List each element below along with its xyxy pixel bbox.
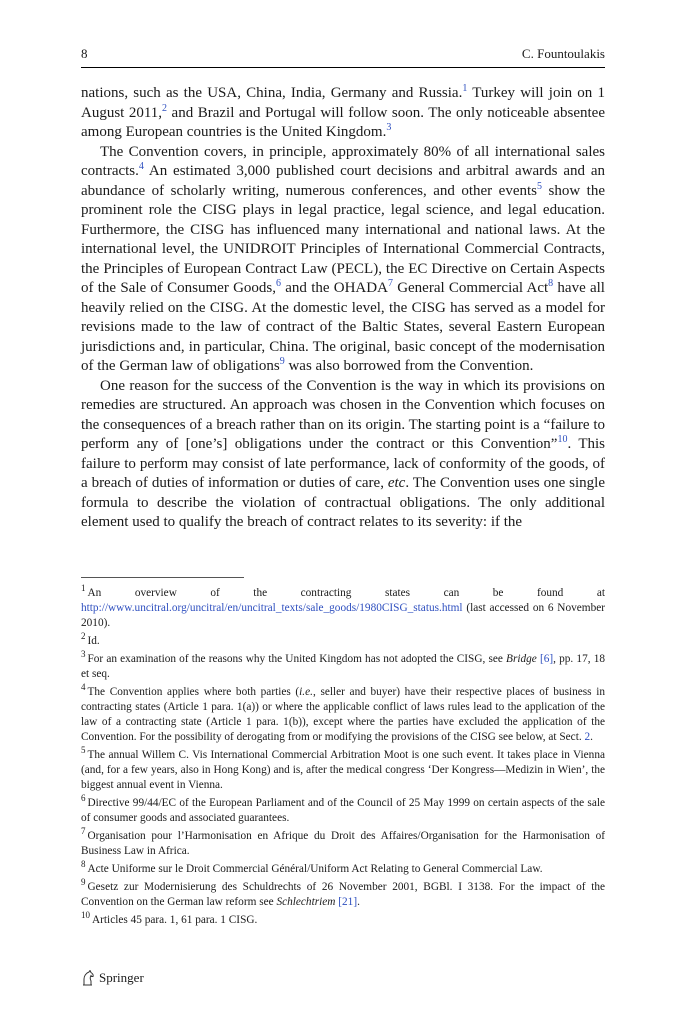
footnote-7: $^7$ Organisation pour l’Harmonisation en Afrique du Droit des Affaires/Organisation for the Harmonisation of Business Law in Africa. bbox=[81, 826, 605, 857]
footnote-ref-8[interactable]: 8 bbox=[548, 278, 554, 289]
running-head-author: C. Fountoulakis bbox=[521, 46, 605, 61]
page-number: 8 bbox=[81, 46, 88, 61]
publisher-logo bbox=[81, 969, 144, 987]
footnote-ref-3[interactable]: 3 bbox=[386, 122, 392, 133]
footnote-ref-6[interactable]: 6 bbox=[276, 278, 282, 289]
footnote-3: $^3$ For an examination of the reasons why the United Kingdom has not adopted the CISG, see Bridge [6], pp. 17, 18 et seq. bbox=[81, 649, 605, 680]
footnote-ref-4[interactable]: 4 bbox=[138, 161, 144, 172]
main-text bbox=[81, 84, 605, 533]
footnote-ref-2[interactable]: 2 bbox=[162, 102, 168, 114]
uncitral-status-link[interactable]: http://www.uncitral.org/uncitral/en/uncitral_texts/sale_goods/1980CISG_status.html bbox=[81, 602, 463, 614]
citation-schlechtriem[interactable]: [21] bbox=[338, 896, 358, 908]
footnote-ref-5[interactable]: 5 bbox=[537, 180, 542, 192]
footnote-ref-1[interactable]: 1 bbox=[462, 83, 468, 94]
paragraph-2: The Convention covers, in principle, approximately 80% of all international sales contracts.$^4$ An estimated 3,000 published court decisions and arbitral awards and an abundance of scholarly writing, numerous conferences, and other events$^5$ show the prominent role the CISG plays in legal practice, legal science, and legal education. Furthermore, the CISG has influenced many international and national laws. At the international level, the UNIDROIT Principles of International Commercial Contracts, the Principles of European Contract Law (PECL), the EC Directive on Certain Aspects of the Sale of Consumer Goods,$^6$ and the OHADA$^7$ General Commercial Act$^8$ have all heavily relied on the CISG. At the domestic level, the CISG has served as a model for revisions made to the law of contract of the Baltic States, several Eastern European jurisdictions and, in particular, China. The original, basic concept of the modernisation of the German law of obligations$^9$ was also borrowed from the Convention. bbox=[81, 143, 605, 374]
footnote-4: $^4$ The Convention applies where both parties (i.e., seller and buyer) have their respective places of business in contracting states (Article 1 para. 1(a)) or where the applicable conflict of laws rules lead to the application of the law of a contracting state (Article 1 para. 1(b)), except where the parties have excluded the application of the Convention. For the possibility of derogating from or modifying the provisions of the CISG see below, at Sect. 2. bbox=[81, 682, 605, 743]
footnote-6: $^6$ Directive 99/44/EC of the European Parliament and of the Council of 25 May 1999 on certain aspects of the sale of consumer goods and associated guarantees. bbox=[81, 793, 605, 824]
header-rule bbox=[81, 67, 605, 68]
citation-bridge[interactable]: [6] bbox=[539, 653, 554, 665]
section-ref-2[interactable]: 2 bbox=[584, 731, 591, 743]
publisher-name: Springer bbox=[99, 970, 144, 985]
footnote-8: $^8$ Acte Uniforme sur le Droit Commercial Général/Uniform Act Relating to General Commercial Law. bbox=[81, 859, 543, 875]
footnote-1: $^1$ An overview of the contracting states can be found at http://www.uncitral.org/uncitral/en/uncitral_texts/sale_goods/1980CISG_status.html (last accessed on 6 November 2010). bbox=[81, 583, 605, 629]
footnote-ref-10[interactable]: 10 bbox=[557, 434, 568, 445]
footnote-9: $^9$ Gesetz zur Modernisierung des Schuldrechts of 26 November 2001, BGBl. I 3138. For the impact of the Convention on the German law reform see Schlechtriem [21]. bbox=[81, 877, 605, 908]
footnote-ref-9[interactable]: 9 bbox=[279, 356, 285, 367]
footnotes bbox=[81, 583, 605, 931]
footnote-10: $^{10}$ Articles 45 para. 1, 61 para. 1 CISG. bbox=[81, 910, 258, 926]
footnote-2: $^2$ Id. bbox=[81, 631, 100, 647]
footnote-ref-7[interactable]: 7 bbox=[387, 278, 393, 289]
page-header bbox=[81, 44, 605, 66]
footnote-5: $^5$ The annual Willem C. Vis International Commercial Arbitration Moot is one such event. It takes place in Vienna (and, for a few years, also in Hong Kong) and is, after the medical congress ‘Der Kongress—Medizin in Wien’, the biggest annual event in Vienna. bbox=[81, 745, 605, 791]
springer-horse-icon bbox=[81, 970, 95, 986]
paragraph-1: nations, such as the USA, China, India, Germany and Russia.$^1$ Turkey will join on 1 August 2011,$^2$ and Brazil and Portugal will follow soon. The only noticeable absentee among European countries is the United Kingdom.$^3$ bbox=[81, 83, 606, 140]
footnote-rule bbox=[81, 577, 244, 578]
paragraph-3: One reason for the success of the Convention is the way in which its provisions on remedies are structured. An approach was chosen in the Convention which focuses on the consequences of a breach rather than on its origin. The starting point is a “failure to perform any of [one’s] obligations under the contract or this Convention”$^{10}$. This failure to perform may consist of late performance, lack of conformity of the goods, of a breach of duties of information or duties of care, etc. The Convention uses one single formula to describe the violation of contractual obligations. The only additional element used to qualify the breach of contract relates to its severity: if the bbox=[81, 377, 605, 530]
